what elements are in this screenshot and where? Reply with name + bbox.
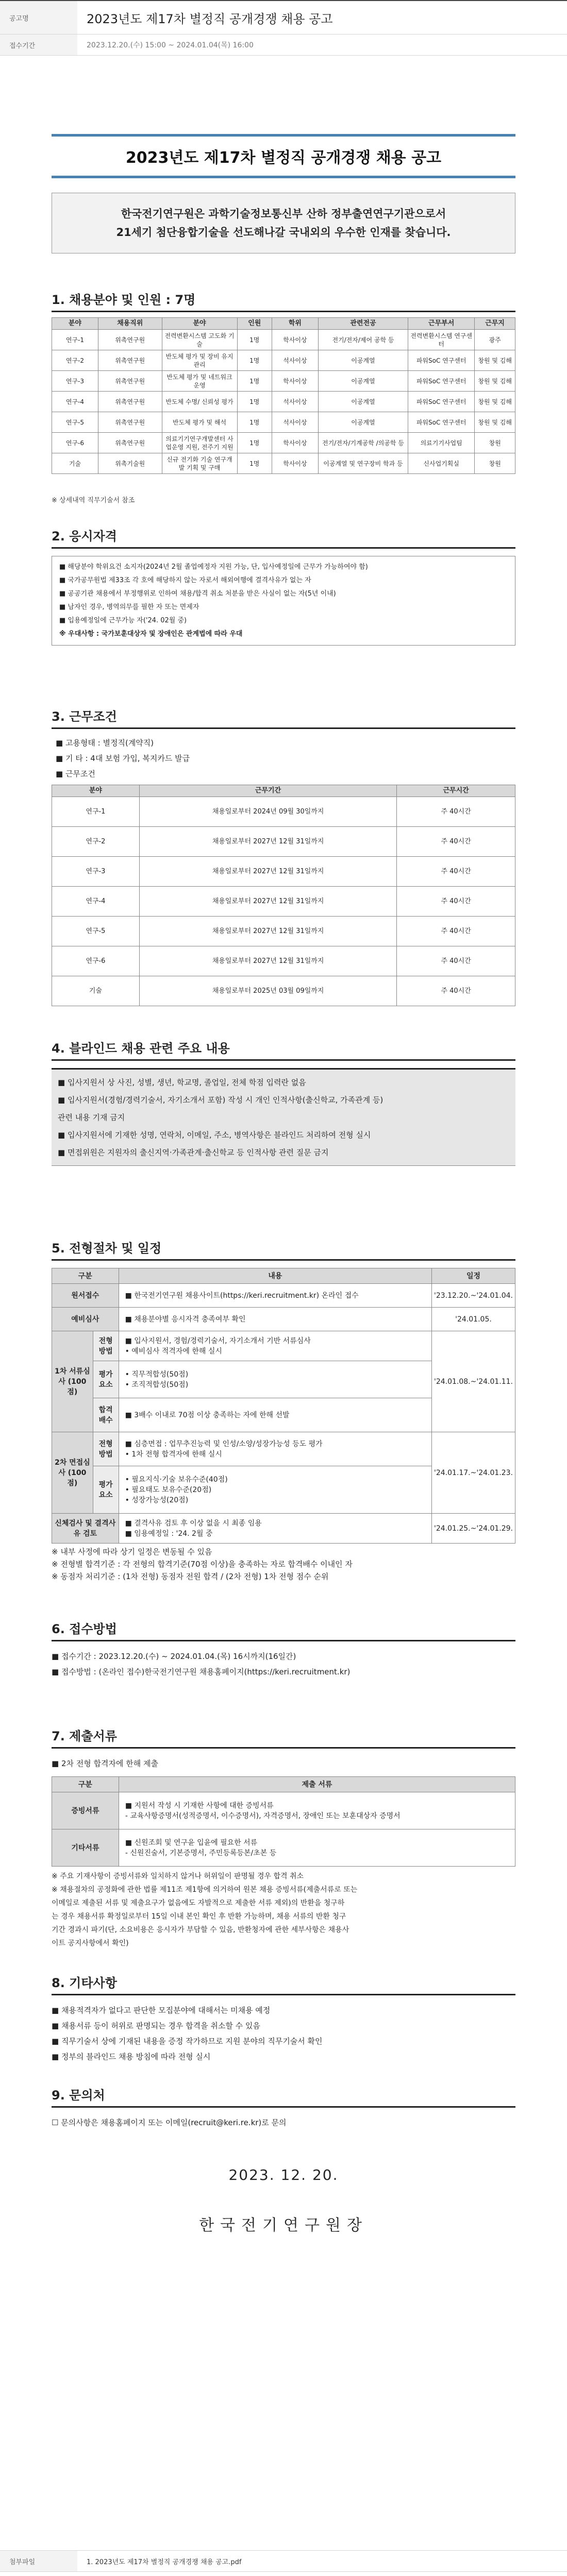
recruitment-cell: 1명	[237, 392, 272, 412]
process-content	[119, 1331, 431, 1361]
misc-item: ■ 채용서류 등이 허위로 판명되는 경우 합격을 취소할 수 있음	[52, 2021, 260, 2030]
announcement-date: 2023. 12. 20.	[228, 2166, 339, 2183]
intro-box	[52, 193, 515, 253]
work-period-cell: 채용일로부터 2027년 12월 31일까지	[139, 887, 396, 917]
recruitment-row	[52, 433, 515, 453]
work-period-cell: 채용일로부터 2024년 09월 30일까지	[139, 797, 396, 827]
col-header: 분야	[52, 785, 140, 797]
process-content	[119, 1514, 431, 1544]
documents-label: 기타서류	[52, 1829, 119, 1867]
recruitment-cell: 1명	[237, 350, 272, 371]
col-header: 구분	[52, 1777, 119, 1792]
eligibility-item: ■ 국가공무원법 제33조 각 호에 해당하지 않는 자로서 해외여행에 결격사유가 없는 자	[59, 577, 311, 584]
work-period-table	[52, 785, 515, 1006]
process-note: ※ 전형별 합격기준 : 각 전형의 합격기준(70점 이상)을 충족하는 자로 합격배수 이내인 자	[52, 1560, 353, 1569]
eligibility-item: ■ 입용예정일에 근무가능 자('24. 02월 중)	[59, 617, 187, 624]
process-content-line: ■ 심층면접 : 업무추진능력 및 인성/소양/성장가능성 등도 평가	[125, 1439, 323, 1448]
work-period-cell: 연구-6	[52, 946, 140, 976]
eligibility-item: ■ 공공기관 채용에서 부정행위로 인하여 채용/합격 취소 처분을 받은 사실이 없는 자(5년 이내)	[59, 590, 336, 598]
selection-process-table	[52, 1268, 515, 1544]
work-period-cell: 연구-3	[52, 857, 140, 887]
col-header: 근무기간	[139, 785, 396, 797]
process-label: 1차 서류심사 (100점)	[52, 1331, 93, 1432]
recruitment-cell: 1명	[237, 453, 272, 474]
recruitment-table	[52, 317, 515, 474]
process-row-prescreen	[52, 1308, 515, 1331]
section-3	[52, 706, 515, 1006]
recruitment-cell: 전력변환시스템 연구센터	[408, 330, 475, 350]
section-2-title: 2. 응시자격	[52, 526, 515, 549]
recruitment-cell: 창원 및 김해	[475, 350, 515, 371]
recruitment-cell: 학사이상	[272, 433, 319, 453]
process-content	[119, 1432, 431, 1466]
recruitment-cell: 연구-3	[52, 371, 98, 392]
recruitment-cell: 1명	[237, 412, 272, 433]
process-content	[119, 1466, 431, 1514]
work-condition-item: ■ 고용형태 : 별정직(계약직)	[56, 738, 154, 748]
section-8-title: 8. 기타사항	[52, 1973, 515, 1995]
document-title: 2023년도 제17차 별정직 공개경쟁 채용 공고	[52, 134, 515, 178]
work-period-row	[52, 827, 515, 857]
recruitment-header-row	[52, 318, 515, 330]
recruitment-cell: 석사이상	[272, 350, 319, 371]
process-content: ■ 채용분야별 응시자격 충족여부 확인	[119, 1308, 431, 1331]
process-label: 원서접수	[52, 1284, 119, 1308]
work-period-cell: 주 40시간	[397, 797, 515, 827]
recruitment-row	[52, 392, 515, 412]
documents-row	[52, 1829, 515, 1867]
work-period-row	[52, 917, 515, 946]
process-row-apply	[52, 1284, 515, 1308]
documents-row	[52, 1792, 515, 1829]
documents-note: 는 경우 채용서류 확정일로부터 15일 이내 본인 확인 후 반환 가능하며, 채용 서류의 반환 청구	[52, 1912, 346, 1921]
recruitment-cell: 창원 및 김해	[475, 412, 515, 433]
notice-title-value: 2023년도 제17차 별정직 공개경쟁 채용 공고	[87, 11, 333, 26]
work-period-cell: 주 40시간	[397, 857, 515, 887]
work-period-cell: 연구-5	[52, 917, 140, 946]
work-period-cell: 채용일로부터 2027년 12월 31일까지	[139, 827, 396, 857]
recruitment-cell: 창원	[475, 453, 515, 474]
col-header: 분야	[162, 318, 237, 330]
process-note: ※ 동점자 처리기준 : (1차 전형) 동점자 전원 합격 / (2차 전형) 1차 전형 점수 순위	[52, 1572, 329, 1581]
process-content-line: ■ 결격사유 검토 후 이상 없을 시 최종 임용	[125, 1519, 262, 1528]
misc-list	[52, 2003, 515, 2064]
recruitment-cell: 창원 및 김해	[475, 392, 515, 412]
process-row-final	[52, 1514, 515, 1544]
documents-label: 증빙서류	[52, 1792, 119, 1829]
section-2	[52, 526, 515, 646]
section-5-notes	[52, 1546, 515, 1583]
recruitment-cell: 위촉연구원	[98, 433, 162, 453]
documents-note: ※ 주요 기재사항이 증빙서류와 일치하지 않거나 허위일이 판명될 경우 합격 취소	[52, 1872, 304, 1880]
process-content-line: • 필요지식·기술 보유수준(40점)	[125, 1475, 228, 1484]
work-period-row	[52, 857, 515, 887]
recruitment-cell: 연구-5	[52, 412, 98, 433]
documents-note: 이트 공지사항에서 확인)	[52, 1939, 129, 1947]
process-label: 예비심사	[52, 1308, 119, 1331]
work-period-cell: 주 40시간	[397, 976, 515, 1006]
recruitment-cell: 광주	[475, 330, 515, 350]
eligibility-item: ■ 남자인 경우, 병역의무를 필한 자 또는 면제자	[59, 603, 199, 611]
recruitment-cell: 창원	[475, 433, 515, 453]
recruitment-cell: 연구-4	[52, 392, 98, 412]
process-date: '24.01.25.~'24.01.29.	[431, 1514, 515, 1544]
work-period-cell: 기술	[52, 976, 140, 1006]
col-header: 인원	[237, 318, 272, 330]
recruitment-cell: 석사이상	[272, 412, 319, 433]
recruitment-cell: 1명	[237, 433, 272, 453]
process-content-line: • 직무적합성(50점)	[125, 1370, 189, 1379]
process-sublabel: 전형 방법	[93, 1331, 119, 1361]
process-content-line: ■ 임용예정일 : '24. 2월 중	[125, 1529, 213, 1538]
documents-note: 기간 경과시 파기(단, 소요비용은 응시자가 부담할 수 있음, 반환청자에 관한 세부사항은 채용사	[52, 1926, 349, 1934]
process-content-line: • 예비심사 적격자에 한해 실시	[125, 1347, 222, 1355]
documents-line: - 신원진술서, 기본증명서, 주민등록등본/초본 등	[125, 1849, 277, 1857]
blind-hiring-item: ■ 입사지원서(경험/경력기술서, 자기소개서 포함) 작성 시 개인 인적사항(출신학교, 가족관계 등)	[58, 1095, 383, 1105]
process-content-line: • 1차 전형 합격자에 한해 실시	[125, 1450, 222, 1459]
section-7-title: 7. 제출서류	[52, 1726, 515, 1749]
preference-note: ※ 우대사항 : 국가보훈대상자 및 장애인은 관계법에 따라 우대	[59, 630, 243, 638]
notice-period-value: 2023.12.20.(수) 15:00 ~ 2024.01.04(목) 16:00	[87, 41, 254, 49]
col-header: 학위	[272, 318, 319, 330]
recruitment-cell: 위촉기술원	[98, 453, 162, 474]
attachment-key: 첨부파일	[0, 2551, 77, 2571]
work-period-cell: 채용일로부터 2027년 12월 31일까지	[139, 917, 396, 946]
work-period-cell: 주 40시간	[397, 827, 515, 857]
process-date: '23.12.20.~'24.01.04.	[431, 1284, 515, 1308]
work-period-cell: 주 40시간	[397, 887, 515, 917]
documents-header-row	[52, 1777, 515, 1792]
section-7-notes	[52, 1870, 515, 1950]
documents-note: ※ 채용절차의 공정화에 관한 법률 제11조 제1항에 의거하여 원본 채용 증빙서류(제출서류로 또는	[52, 1886, 358, 1894]
attachment-link[interactable]: 1. 2023년도 제17차 별정직 공개경쟁 채용 공고.pdf	[87, 2558, 242, 2566]
process-date: '24.01.05.	[431, 1308, 515, 1331]
work-period-header-row	[52, 785, 515, 797]
recruitment-cell: 기술	[52, 453, 98, 474]
col-header: 구분	[52, 1268, 119, 1284]
recruitment-cell: 1명	[237, 330, 272, 350]
process-note: ※ 내부 사정에 따라 상기 일정은 변동될 수 있음	[52, 1547, 212, 1556]
col-header: 근무부서	[408, 318, 475, 330]
recruitment-row	[52, 453, 515, 474]
recruitment-cell: 위촉연구원	[98, 330, 162, 350]
section-9-title: 9. 문의처	[52, 2085, 515, 2108]
blind-hiring-item: ■ 입사지원서 상 사진, 성별, 생년, 학교명, 졸업일, 전체 학점 입력란 없음	[58, 1078, 306, 1087]
recruitment-row	[52, 330, 515, 350]
recruitment-cell: 신사업기획실	[408, 453, 475, 474]
work-period-cell: 연구-2	[52, 827, 140, 857]
work-condition-item: ■ 근무조건	[56, 769, 95, 778]
work-condition-item: ■ 기 타 : 4대 보험 가입, 복지카드 발급	[56, 754, 190, 763]
process-content: ■ 한국전기연구원 채용사이트(https://keri.recruitment.kr) 온라인 접수	[119, 1284, 431, 1308]
documents-line: ■ 신원조회 및 연구윤 입윤에 필요한 서류	[125, 1838, 258, 1847]
col-header: 제출 서류	[119, 1777, 515, 1792]
recruitment-cell: 전력변환시스템 고도화 기술	[162, 330, 237, 350]
recruitment-cell: 반도체 평가 및 네트워크 운영	[162, 371, 237, 392]
section-1	[52, 290, 515, 504]
notice-title-row	[0, 0, 567, 35]
process-sublabel: 전형 방법	[93, 1432, 119, 1466]
work-period-cell: 연구-4	[52, 887, 140, 917]
work-period-cell: 주 40시간	[397, 946, 515, 976]
process-label: 2차 면접심사 (100점)	[52, 1432, 93, 1514]
notice-period-row	[0, 35, 567, 56]
work-period-row	[52, 976, 515, 1006]
application-method-item: ■ 접수방법 : (온라인 접수)한국전기연구원 채용홈페이지(https://keri.recruitment.kr)	[52, 1667, 351, 1676]
col-header: 내용	[119, 1268, 431, 1284]
misc-item: ■ 정부의 블라인드 채용 방침에 따라 전형 실시	[52, 2052, 211, 2061]
announcement-document	[52, 72, 515, 2235]
section-6-title: 6. 접수방법	[52, 1619, 515, 1641]
col-header: 관련전공	[318, 318, 408, 330]
section-5	[52, 1238, 515, 1583]
contact-item: ☐ 문의사항은 채용홈페이지 또는 이메일(recruit@keri.re.kr)로 문의	[52, 2118, 287, 2127]
section-5-title: 5. 전형절차 및 일정	[52, 1238, 515, 1261]
recruitment-cell: 신규 전기화 기술 연구개발 기획 및 구매	[162, 453, 237, 474]
documents-table	[52, 1776, 515, 1867]
section-3-title: 3. 근무조건	[52, 706, 515, 729]
process-content-line: ■ 입사지원서, 경험/경력기술서, 자기소개서 기반 서류심사	[125, 1336, 311, 1345]
eligibility-item: ■ 해당분야 학위요건 소지자(2024년 2월 졸업예정자 지원 가능, 단, 입사예정일에 근무가 가능하여야 함)	[59, 563, 368, 571]
section-7	[52, 1726, 515, 1950]
process-sublabel: 평가 요소	[93, 1466, 119, 1514]
recruitment-cell: 의료기기사업팀	[408, 433, 475, 453]
recruitment-cell: 창원 및 김해	[475, 371, 515, 392]
work-conditions-list	[56, 735, 515, 782]
process-header-row	[52, 1268, 515, 1284]
process-content-line: • 필요태도 보유수준(20점)	[125, 1485, 212, 1494]
process-row-second-method	[52, 1432, 515, 1466]
misc-item: ■ 직무기술서 상에 기재된 내용을 증정 작가하므로 지원 분야의 직무기술서 확인	[52, 2037, 323, 2046]
documents-content	[119, 1829, 515, 1867]
section-8	[52, 1973, 515, 2064]
col-header: 분야	[52, 318, 98, 330]
process-content	[119, 1361, 431, 1398]
section-9	[52, 2085, 515, 2130]
eligibility-box	[52, 556, 515, 646]
recruitment-cell: 이공계열	[318, 392, 408, 412]
work-period-cell: 연구-1	[52, 797, 140, 827]
recruitment-row	[52, 371, 515, 392]
recruitment-cell: 1명	[237, 371, 272, 392]
recruitment-cell: 전기/전자/제어 공학 등	[318, 330, 408, 350]
process-date: '24.01.17.~'24.01.23.	[431, 1432, 515, 1514]
recruitment-cell: 위촉연구원	[98, 350, 162, 371]
recruitment-cell: 이공계열	[318, 412, 408, 433]
process-content-line: • 성장가능성(20점)	[125, 1496, 189, 1504]
blind-hiring-item: 관련 내용 기재 금지	[58, 1113, 125, 1122]
attachment-row	[0, 2550, 567, 2572]
recruitment-cell: 이공계열	[318, 371, 408, 392]
recruitment-cell: 석사이상	[272, 392, 319, 412]
recruitment-cell: 파워SoC 연구센터	[408, 392, 475, 412]
work-period-cell: 채용일로부터 2025년 03월 09일까지	[139, 976, 396, 1006]
misc-item: ■ 채용적격자가 없다고 판단한 모집분야에 대해서는 미채용 예정	[52, 2006, 271, 2015]
process-sublabel: 합격 배수	[93, 1398, 119, 1432]
work-period-cell: 채용일로부터 2027년 12월 31일까지	[139, 857, 396, 887]
recruitment-cell: 학사이상	[272, 453, 319, 474]
work-period-row	[52, 887, 515, 917]
application-method-list	[52, 1649, 515, 1680]
recruitment-cell: 이공계열	[318, 350, 408, 371]
work-period-row	[52, 797, 515, 827]
recruitment-cell: 의료기기연구개발센터 사업운영 지원, 전주기 지원	[162, 433, 237, 453]
work-period-cell: 채용일로부터 2027년 12월 31일까지	[139, 946, 396, 976]
recruitment-cell: 연구-6	[52, 433, 98, 453]
documents-line: - 교육사항증명서(성적증명서, 이수증명서), 자격증명서, 장애인 또는 보훈대상자 증명서	[125, 1811, 401, 1820]
col-header: 근무지	[475, 318, 515, 330]
recruitment-cell: 학사이상	[272, 330, 319, 350]
submission-subtitle: ■ 2차 전형 합격자에 한해 제출	[52, 1759, 158, 1768]
process-date: '24.01.08.~'24.01.11.	[431, 1331, 515, 1432]
recruitment-cell: 반도체 수명/ 신뢰성 평가	[162, 392, 237, 412]
col-header: 근무시간	[397, 785, 515, 797]
col-header: 채용직위	[98, 318, 162, 330]
section-1-note: ※ 상세내역 직무기술서 참조	[52, 497, 135, 504]
recruitment-cell: 파워SoC 연구센터	[408, 350, 475, 371]
work-period-cell: 주 40시간	[397, 917, 515, 946]
documents-note: 이메일로 제출된 서류 및 제출요구가 없음에도 자발적으로 제출한 서류 제외)의 반환을 청구하	[52, 1899, 345, 1907]
intro-line-1: 한국전기연구원은 과학기술정보통신부 산하 정부출연연구기관으로서	[121, 208, 446, 220]
signer: 한국전기연구원장	[199, 2216, 368, 2234]
process-content-line: • 조직적합성(50점)	[125, 1380, 189, 1389]
recruitment-cell: 위촉연구원	[98, 392, 162, 412]
notice-period-key: 접수기간	[0, 35, 77, 55]
process-content: ■ 3배수 이내로 70점 이상 충족하는 자에 한해 선발	[119, 1398, 431, 1432]
process-label: 신체검사 및 결격사유 검토	[52, 1514, 119, 1544]
intro-line-2: 21세기 첨단융합기술을 선도해나갈 국내외의 우수한 인재를 찾습니다.	[116, 226, 451, 239]
recruitment-row	[52, 350, 515, 371]
recruitment-cell: 전기/전자/기계공학 /의공학 등	[318, 433, 408, 453]
section-4	[52, 1038, 515, 1166]
recruitment-cell: 이공계열 및 연구장비 학과 등	[318, 453, 408, 474]
application-method-item: ■ 접수기간 : 2023.12.20.(수) ~ 2024.01.04.(목) 16시까지(16일간)	[52, 1652, 296, 1661]
recruitment-cell: 위촉연구원	[98, 412, 162, 433]
recruitment-cell: 파워SoC 연구센터	[408, 412, 475, 433]
section-1-title: 1. 채용분야 및 인원 : 7명	[52, 290, 515, 312]
recruitment-cell: 연구-1	[52, 330, 98, 350]
recruitment-cell: 파워SoC 연구센터	[408, 371, 475, 392]
process-row-first-method	[52, 1331, 515, 1361]
process-sublabel: 평가 요소	[93, 1361, 119, 1398]
blind-hiring-box	[52, 1068, 515, 1166]
recruitment-cell: 학사이상	[272, 371, 319, 392]
recruitment-cell: 반도체 평가 및 장비 유지 관리	[162, 350, 237, 371]
blind-hiring-item: ■ 면접위원은 지원자의 출신지역·가족관계·출신학교 등 인적사항 관련 질문 금지	[58, 1148, 329, 1157]
work-period-row	[52, 946, 515, 976]
notice-title-key: 공고명	[0, 1, 77, 34]
recruitment-cell: 연구-2	[52, 350, 98, 371]
section-4-title: 4. 블라인드 채용 관련 주요 내용	[52, 1038, 515, 1061]
blind-hiring-item: ■ 입사지원서에 기재한 성명, 연락처, 이메일, 주소, 병역사항은 블라인드 처리하여 전형 실시	[58, 1130, 371, 1140]
documents-line: ■ 지원서 작성 시 기재한 사항에 대한 증빙서류	[125, 1801, 274, 1810]
col-header: 일정	[431, 1268, 515, 1284]
recruitment-cell: 위촉연구원	[98, 371, 162, 392]
recruitment-row	[52, 412, 515, 433]
documents-content	[119, 1792, 515, 1829]
recruitment-cell: 반도체 평가 및 해석	[162, 412, 237, 433]
section-6	[52, 1619, 515, 1680]
